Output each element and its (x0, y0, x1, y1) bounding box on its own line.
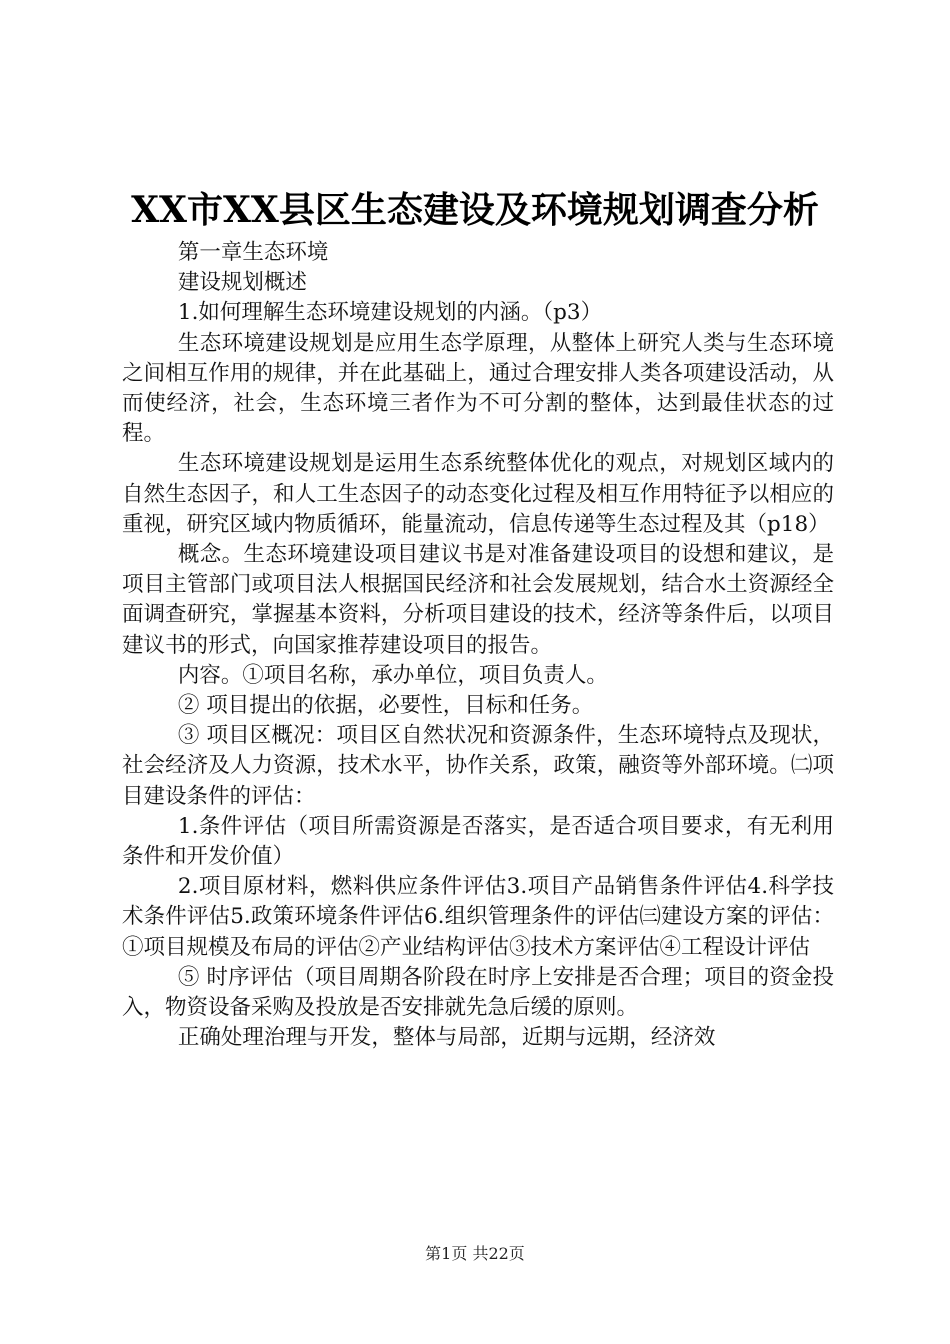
chapter-heading: 第一章生态环境 (177, 240, 329, 265)
body-paragraph: 1.条件评估（项目所需资源是否落实，是否适合项目要求，有无利用条件和开发价值） (122, 813, 834, 870)
body-paragraph: ② 项目提出的依据，必要性，目标和任务。 (177, 693, 594, 719)
body-paragraph: 概念。生态环境建设项目建议书是对准备建设项目的设想和建议，是项目主管部门或项目法人根据国民经济和社会发展规划，结合水土资源经全面调查研究，掌握基本资料，分析项目建设的技术，经济等条件后，以项目建议书的形式，向国家推荐建设项目的报告。 (122, 542, 834, 658)
body-paragraph: ③ 项目区概况：项目区自然状况和资源条件，生态环境特点及现状，社会经济及人力资源，技术水平，协作关系，政策，融资等外部环境。㈡项目建设条件的评估： (122, 723, 834, 809)
document-title: XX市XX县区生态建设及环境规划调查分析 (131, 189, 819, 231)
body-paragraph: 生态环境建设规划是应用生态学原理，从整体上研究人类与生态环境之间相互作用的规律，并在此基础上，通过合理安排人类各项建设活动，从而使经济，社会，生态环境三者作为不可分割的整体，达到最佳状态的过程。 (122, 330, 834, 447)
body-paragraph: 2.项目原材料，燃料供应条件评估3.项目产品销售条件评估4.科学技术条件评估5.政策环境条件评估6.组织管理条件的评估㈢建设方案的评估：①项目规模及布局的评估②产业结构评估③技术方案评估④工程设计评估 (122, 874, 834, 960)
question-1: 1.如何理解生态环境建设规划的内涵。（p3） (177, 300, 603, 326)
document-body (122, 238, 834, 1053)
body-paragraph: 生态环境建设规划是运用生态系统整体优化的观点，对规划区域内的自然生态因子，和人工生态因子的动态变化过程及相互作用特征予以相应的重视，研究区域内物质循环，能量流动，信息传递等生态过程及其（p18） (122, 451, 834, 537)
page-footer: 第1页 共22页 (425, 1244, 525, 1263)
body-paragraph: ⑤ 时序评估（项目周期各阶段在时序上安排是否合理；项目的资金投入，物资设备采购及投放是否安排就先急后缓的原则。 (122, 964, 834, 1021)
section-heading: 建设规划概述 (177, 270, 307, 296)
body-paragraph: 正确处理治理与开发，整体与局部，近期与远期，经济效 (177, 1025, 716, 1051)
body-paragraph: 内容。①项目名称，承办单位，项目负责人。 (177, 662, 608, 688)
